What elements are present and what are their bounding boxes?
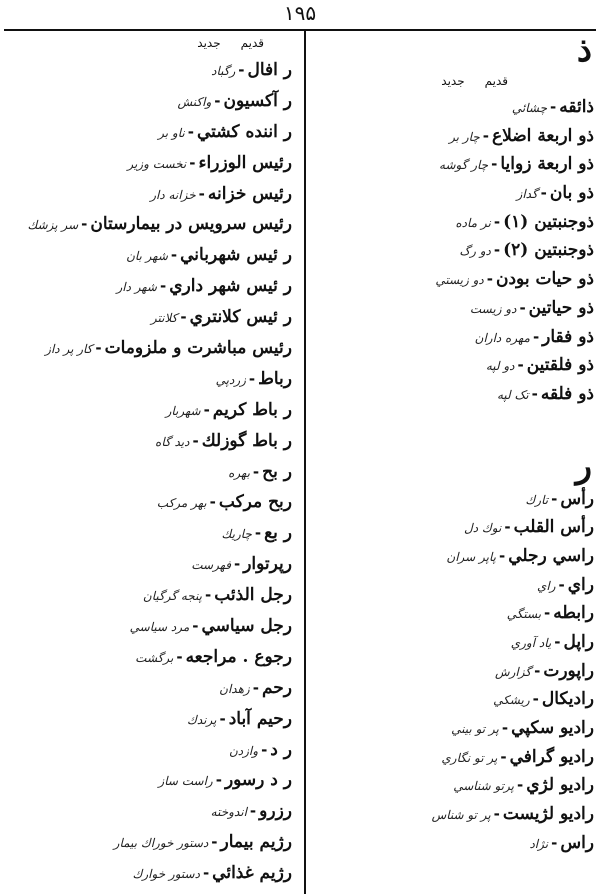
entry-separator: -	[254, 524, 262, 543]
dictionary-entry	[308, 380, 598, 409]
dictionary-entry	[2, 333, 300, 364]
page-number: ۱۹۵	[283, 1, 317, 25]
entry-old-term: رژيم بيمار	[220, 832, 292, 853]
dictionary-entry	[2, 395, 300, 426]
entry-old-term: رئيس مباشرت و ملزومات	[104, 338, 292, 359]
entry-separator: -	[534, 661, 541, 680]
entry-new-term: رگباد	[211, 64, 236, 78]
section-gap	[308, 409, 598, 447]
entry-old-term: رأس	[560, 488, 594, 509]
entry-old-term: رحم	[261, 677, 292, 698]
entry-new-term: شهر بان	[126, 249, 168, 264]
dictionary-entry	[2, 209, 300, 240]
entry-separator: -	[215, 771, 222, 790]
dictionary-entry	[308, 236, 598, 265]
header-old: قديم	[240, 36, 264, 50]
entry-old-term: ر ئيس كلانتري	[189, 307, 292, 328]
entry-new-term: برگشت	[135, 650, 174, 665]
entry-new-term: بستگي	[506, 607, 542, 622]
entry-separator: -	[81, 215, 88, 234]
section-zal-entries	[308, 93, 598, 409]
dictionary-entry	[308, 800, 598, 829]
dictionary-entry	[2, 549, 300, 580]
entry-separator: -	[551, 833, 558, 852]
dictionary-entry	[308, 323, 598, 352]
entry-old-term: رپرتوار	[243, 554, 292, 575]
entry-old-term: راپل	[563, 632, 594, 652]
entry-separator: -	[493, 241, 501, 260]
entry-new-term: مهره داران	[474, 330, 530, 345]
entry-separator: -	[180, 308, 187, 327]
entry-separator: -	[214, 91, 221, 110]
entry-old-term: رزرو	[259, 801, 292, 822]
dictionary-entry	[308, 657, 598, 686]
entry-separator: -	[504, 518, 511, 537]
entry-new-term: دو زيستي	[435, 273, 484, 288]
entry-new-term: راست ساز	[158, 774, 213, 789]
entry-new-term: پر تو شناس	[431, 808, 491, 823]
entry-old-term: ذو اربعة زوايا	[500, 154, 594, 175]
dictionary-entry	[308, 571, 598, 600]
entry-separator: -	[252, 678, 259, 697]
header-old: قديم	[484, 74, 508, 88]
entry-separator: -	[550, 98, 557, 116]
entry-old-term: رژيم غذائي	[212, 863, 292, 884]
right-column	[308, 31, 598, 858]
entry-separator: -	[551, 489, 558, 508]
entry-new-term: زردپي	[215, 372, 246, 387]
entry-old-term: رابطه	[553, 603, 594, 624]
entry-old-term: رئيس خزانه	[207, 183, 292, 204]
entry-old-term: راس	[560, 832, 594, 853]
entry-old-term: ر بع	[264, 523, 292, 544]
entry-separator: -	[486, 270, 493, 289]
entry-new-term: زهدان	[219, 681, 250, 696]
entry-separator: -	[249, 802, 257, 821]
dictionary-entry	[308, 829, 598, 858]
entry-new-term: واكنش	[177, 94, 212, 109]
dictionary-entry	[2, 426, 300, 457]
entry-separator: -	[501, 719, 509, 738]
entry-new-term: نژاد	[529, 836, 549, 851]
entry-old-term: راسي رجلي	[508, 545, 594, 566]
entry-separator: -	[198, 184, 205, 203]
entry-new-term: پاپر سران	[446, 549, 496, 564]
entry-new-term: شهر دار	[116, 280, 157, 295]
entry-separator: -	[233, 555, 241, 574]
entry-separator: -	[493, 212, 501, 231]
entry-separator: -	[531, 384, 538, 403]
entry-new-term: پرندك	[186, 712, 217, 727]
entry-separator: -	[532, 327, 540, 346]
dictionary-entry	[2, 364, 300, 395]
entry-old-term: رجوع . مراجعه	[185, 646, 292, 667]
dictionary-entry	[2, 827, 300, 858]
entry-separator: -	[170, 246, 178, 265]
dictionary-entry	[308, 513, 598, 542]
dictionary-entry	[2, 240, 300, 271]
dictionary-entry	[308, 685, 598, 714]
entry-new-term: فهرست	[191, 558, 231, 573]
entry-new-term: نر ماده	[455, 215, 491, 230]
entry-old-term: ربح مركب	[218, 492, 292, 513]
entry-old-term: راپورت	[543, 660, 594, 681]
entry-old-term: ذو فلقتين	[526, 355, 594, 376]
entry-separator: -	[211, 833, 218, 852]
dictionary-entry	[308, 714, 598, 743]
entry-separator: -	[209, 493, 216, 512]
entry-old-term: ذوجنبتين (۱)	[503, 211, 594, 232]
entry-separator: -	[192, 431, 199, 450]
entry-new-term: كار پر داز	[45, 342, 93, 357]
entry-old-term: ر باط كريم	[212, 399, 292, 420]
dictionary-entry	[308, 179, 598, 208]
dictionary-entry	[2, 117, 300, 148]
entry-separator: -	[159, 277, 167, 296]
dictionary-entry	[308, 208, 598, 237]
entry-separator: -	[202, 864, 210, 883]
entry-old-term: رحيم آباد	[228, 708, 292, 729]
dictionary-entry	[2, 457, 300, 488]
entry-new-term: دو رگ	[459, 244, 491, 259]
entry-new-term: چشائي	[511, 101, 548, 115]
dictionary-entry	[2, 302, 300, 333]
entry-separator: -	[261, 740, 268, 759]
entry-new-term: بهره	[228, 465, 250, 480]
dictionary-entry	[308, 294, 598, 323]
entry-old-term: ذو اربعة اضلاع	[491, 125, 594, 146]
dictionary-entry	[2, 704, 300, 735]
entry-separator: -	[532, 690, 539, 709]
entry-separator: -	[176, 647, 183, 666]
dictionary-entry	[2, 796, 300, 827]
dictionary-entry	[308, 351, 598, 380]
dictionary-entry	[2, 858, 300, 889]
entry-new-term: راي	[536, 578, 556, 593]
entry-separator: -	[95, 339, 102, 358]
dictionary-entry	[2, 271, 300, 302]
entry-separator: -	[516, 776, 524, 795]
entry-separator: -	[558, 575, 565, 594]
entry-old-term: ر افال	[247, 60, 292, 80]
entry-new-term: بهر مركب	[156, 496, 207, 511]
entry-new-term: كلانتر	[150, 311, 178, 326]
dictionary-entry	[2, 55, 300, 86]
section-letter-re: ر	[575, 445, 592, 486]
entry-separator: -	[491, 155, 498, 174]
entry-old-term: ذو بان	[549, 183, 594, 204]
entry-separator: -	[554, 633, 561, 651]
dictionary-entry	[2, 642, 300, 673]
entry-new-term: ناو بر	[158, 125, 185, 140]
dictionary-entry	[2, 611, 300, 642]
entry-new-term: خزانه دار	[150, 187, 196, 202]
entry-new-term: دستور خوارك	[132, 867, 200, 882]
entry-new-term: چار گوشه	[439, 158, 489, 173]
left-entries	[2, 55, 300, 889]
entry-old-term: ر اننده كشتي	[196, 121, 292, 142]
dictionary-entry	[308, 599, 598, 628]
dictionary-entry	[308, 743, 598, 772]
column-header	[308, 69, 598, 93]
entry-new-term: گداز	[516, 187, 538, 202]
left-column	[2, 31, 300, 889]
entry-old-term: ذو فلقه	[540, 383, 594, 404]
entry-old-term: رجل سياسي	[201, 616, 292, 637]
entry-old-term: راديو گرافي	[509, 746, 594, 767]
entry-old-term: رجل الذئب	[214, 585, 292, 606]
dictionary-entry	[308, 150, 598, 179]
entry-old-term: راي	[567, 574, 594, 595]
entry-old-term: ذو حياتين	[528, 297, 594, 318]
section-letter-zal: ذ	[576, 30, 592, 70]
entry-separator: -	[252, 462, 260, 481]
entry-new-term: پر تو بيني	[451, 722, 499, 737]
entry-old-term: رأس القلب	[513, 517, 594, 538]
entry-separator: -	[187, 122, 194, 141]
entry-old-term: رئيس الوزراء	[198, 152, 292, 173]
entry-new-term: پرتو شناسي	[453, 779, 514, 794]
dictionary-entry	[308, 93, 598, 122]
entry-separator: -	[544, 604, 551, 623]
entry-old-term: راديو لژي	[526, 775, 594, 796]
entry-separator: -	[238, 61, 245, 79]
entry-new-term: ريشكي	[493, 693, 530, 708]
entry-separator: -	[493, 805, 500, 824]
entry-old-term: راديكال	[541, 689, 594, 710]
dictionary-entry	[308, 265, 598, 294]
entry-new-term: پر تو نگاري	[441, 750, 498, 765]
entry-new-term: دو لپه	[485, 359, 515, 374]
entry-new-term: تک لپه	[496, 387, 529, 402]
entry-separator: -	[482, 126, 489, 145]
entry-separator: -	[203, 400, 210, 419]
entry-new-term: ديد گاه	[155, 434, 190, 449]
entry-new-term: نخست وزير	[127, 156, 187, 171]
header-new: جديد	[441, 74, 465, 88]
entry-separator: -	[540, 184, 547, 203]
entry-separator: -	[500, 747, 507, 766]
entry-separator: -	[219, 709, 226, 728]
entry-new-term: ياد آوري	[510, 636, 552, 650]
column-divider	[304, 31, 306, 894]
entry-new-term: گزارش	[494, 664, 532, 679]
entry-old-term: رباط	[258, 368, 292, 389]
section-re-entries	[308, 485, 598, 858]
entry-new-term: دستور خوراك بيمار	[113, 836, 209, 851]
dictionary-entry	[2, 487, 300, 518]
entry-new-term: دو زيست	[469, 301, 517, 316]
entry-new-term: تارك	[525, 492, 549, 507]
header-new: جديد	[197, 36, 221, 50]
entry-separator: -	[519, 298, 526, 317]
entry-new-term: اندوخته	[210, 805, 247, 820]
entry-separator: -	[192, 617, 199, 636]
entry-separator: -	[205, 586, 212, 605]
entry-old-term: ر باط گوزلك	[201, 430, 292, 451]
dictionary-entry	[2, 86, 300, 117]
dictionary-entry	[308, 485, 598, 514]
entry-separator: -	[517, 356, 524, 375]
dictionary-entry	[2, 735, 300, 766]
entry-old-term: ر بح	[262, 461, 292, 482]
entry-new-term: نوك دل	[464, 521, 502, 536]
entry-old-term: ذو فقار	[542, 326, 594, 347]
entry-new-term: چار بر	[449, 129, 480, 144]
dictionary-entry	[2, 765, 300, 796]
dictionary-entry	[2, 673, 300, 704]
entry-old-term: رئيس سرويس در بيمارستان	[90, 214, 292, 235]
entry-old-term: ذو حيات بودن	[495, 269, 594, 290]
column-header	[2, 31, 300, 55]
entry-old-term: ر د	[270, 739, 292, 760]
entry-separator: -	[248, 369, 256, 388]
dictionary-entry	[2, 179, 300, 210]
entry-old-term: ر آكسيون	[223, 90, 292, 111]
entry-old-term: ذوجنبتين (۲)	[503, 240, 594, 261]
dictionary-entry	[2, 148, 300, 179]
entry-separator: -	[498, 546, 506, 565]
entry-old-term: ر د رسور	[224, 770, 292, 791]
dictionary-entry	[308, 628, 598, 657]
entry-old-term: ر ئيس شهرباني	[180, 245, 292, 266]
dictionary-entry	[308, 542, 598, 571]
dictionary-entry	[2, 580, 300, 611]
entry-old-term: راديو سكپي	[511, 718, 594, 739]
dictionary-entry	[308, 771, 598, 800]
entry-new-term: وازدن	[228, 743, 259, 758]
dictionary-entry	[2, 518, 300, 549]
entry-new-term: سر پزشك	[27, 218, 79, 233]
dictionary-entry	[308, 122, 598, 151]
entry-new-term: مرد سياسي	[129, 620, 190, 635]
entry-old-term: ر ئيس شهر داري	[169, 276, 292, 297]
entry-separator: -	[189, 153, 196, 172]
entry-new-term: شهربار	[165, 403, 201, 418]
entry-old-term: ذائقه	[559, 97, 594, 117]
entry-new-term: پنجه گرگيان	[142, 589, 202, 604]
entry-old-term: راديو لژيست	[502, 804, 594, 825]
entry-new-term: چاريك	[221, 527, 252, 542]
